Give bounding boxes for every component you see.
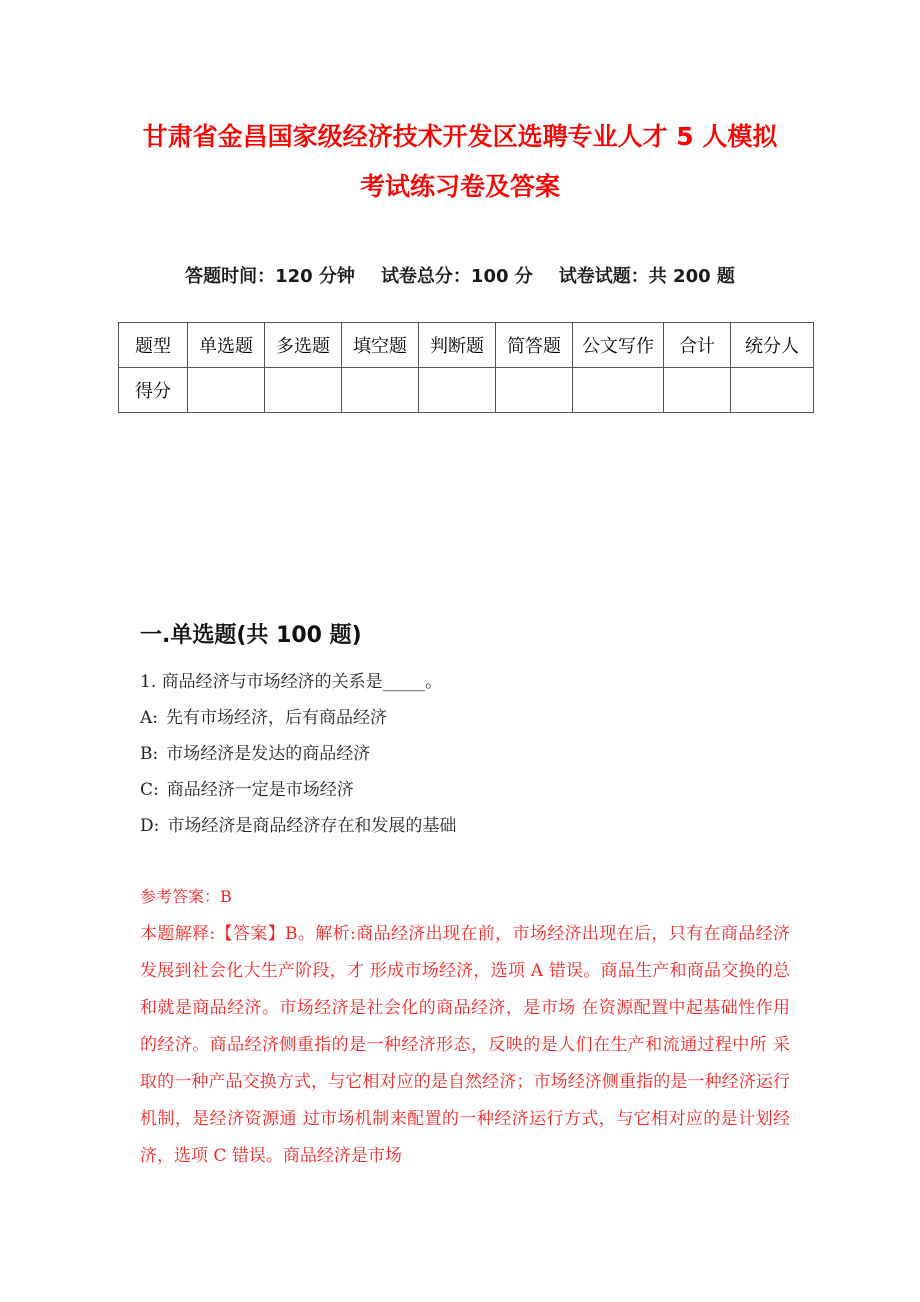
score-cell[interactable] (496, 368, 573, 413)
option-b[interactable] (140, 736, 790, 772)
option-text: 市场经济是商品经济存在和发展的基础 (167, 816, 457, 836)
table-header-cell: 判断题 (419, 323, 496, 368)
score-cell[interactable] (573, 368, 664, 413)
option-key: A: (140, 708, 159, 728)
exam-meta-line (118, 262, 802, 288)
option-key: B: (140, 744, 159, 764)
section-heading: 一.单选题(共 100 题) (140, 623, 362, 648)
option-text: 商品经济一定是市场经济 (166, 780, 354, 800)
option-c[interactable] (140, 772, 790, 808)
table-row (119, 368, 814, 413)
table-header-cell: 多选题 (265, 323, 342, 368)
table-header-cell: 单选题 (188, 323, 265, 368)
table-header-cell: 简答题 (496, 323, 573, 368)
exam-question-count-label: 试卷试题：共 200 题 (558, 266, 735, 287)
score-cell[interactable] (265, 368, 342, 413)
option-a[interactable] (140, 700, 790, 736)
option-key: D: (140, 816, 160, 836)
score-cell[interactable] (342, 368, 419, 413)
score-row-label: 得分 (119, 368, 188, 413)
question-stem: 1. 商品经济与市场经济的关系是_____。 (140, 672, 443, 692)
score-cell[interactable] (419, 368, 496, 413)
score-table (118, 322, 814, 413)
answer-explanation: 本题解释:【答案】B。解析:商品经济出现在前，市场经济出现在后，只有在商品经济发展到社会化大生产阶段，才 形成市场经济，选项 A 错误。商品生产和商品交换的总和就是商品经济。市场经济是社会化的商品经济，是市场 在资源配置中起基础性作用的经济。商品经济侧重指的是一种经济形态，反映的是人们在生产和流通过程中所 采取的一种产品交换方式，与它相对应的是自然经济；市场经济侧重指的是一种经济运行机制，是经济资源通 过市场机制来配置的一种经济运行方式，与它相对应的是计划经济，选项 C 错误。商品经济是市场 (140, 924, 790, 1166)
score-cell[interactable] (188, 368, 265, 413)
option-key: C: (140, 780, 159, 800)
table-header-cell: 题型 (119, 323, 188, 368)
page-title: 甘肃省金昌国家级经济技术开发区选聘专业人才 5 人模拟考试练习卷及答案 (142, 122, 778, 201)
option-d[interactable] (140, 808, 790, 844)
exam-total-score-label: 试卷总分：100 分 (380, 266, 533, 287)
table-header-cell: 合计 (664, 323, 731, 368)
exam-time-label: 答题时间：120 分钟 (185, 266, 355, 287)
table-header-cell: 统分人 (731, 323, 814, 368)
table-header-row (119, 323, 814, 368)
option-text: 先有市场经济，后有商品经济 (166, 708, 388, 728)
reference-answer: 参考答案：B (140, 887, 232, 906)
question-block (140, 664, 790, 844)
option-text: 市场经济是发达的商品经济 (166, 744, 371, 764)
answer-area (140, 880, 790, 1175)
score-cell[interactable] (731, 368, 814, 413)
table-header-cell: 填空题 (342, 323, 419, 368)
table-header-cell: 公文写作 (573, 323, 664, 368)
score-cell[interactable] (664, 368, 731, 413)
